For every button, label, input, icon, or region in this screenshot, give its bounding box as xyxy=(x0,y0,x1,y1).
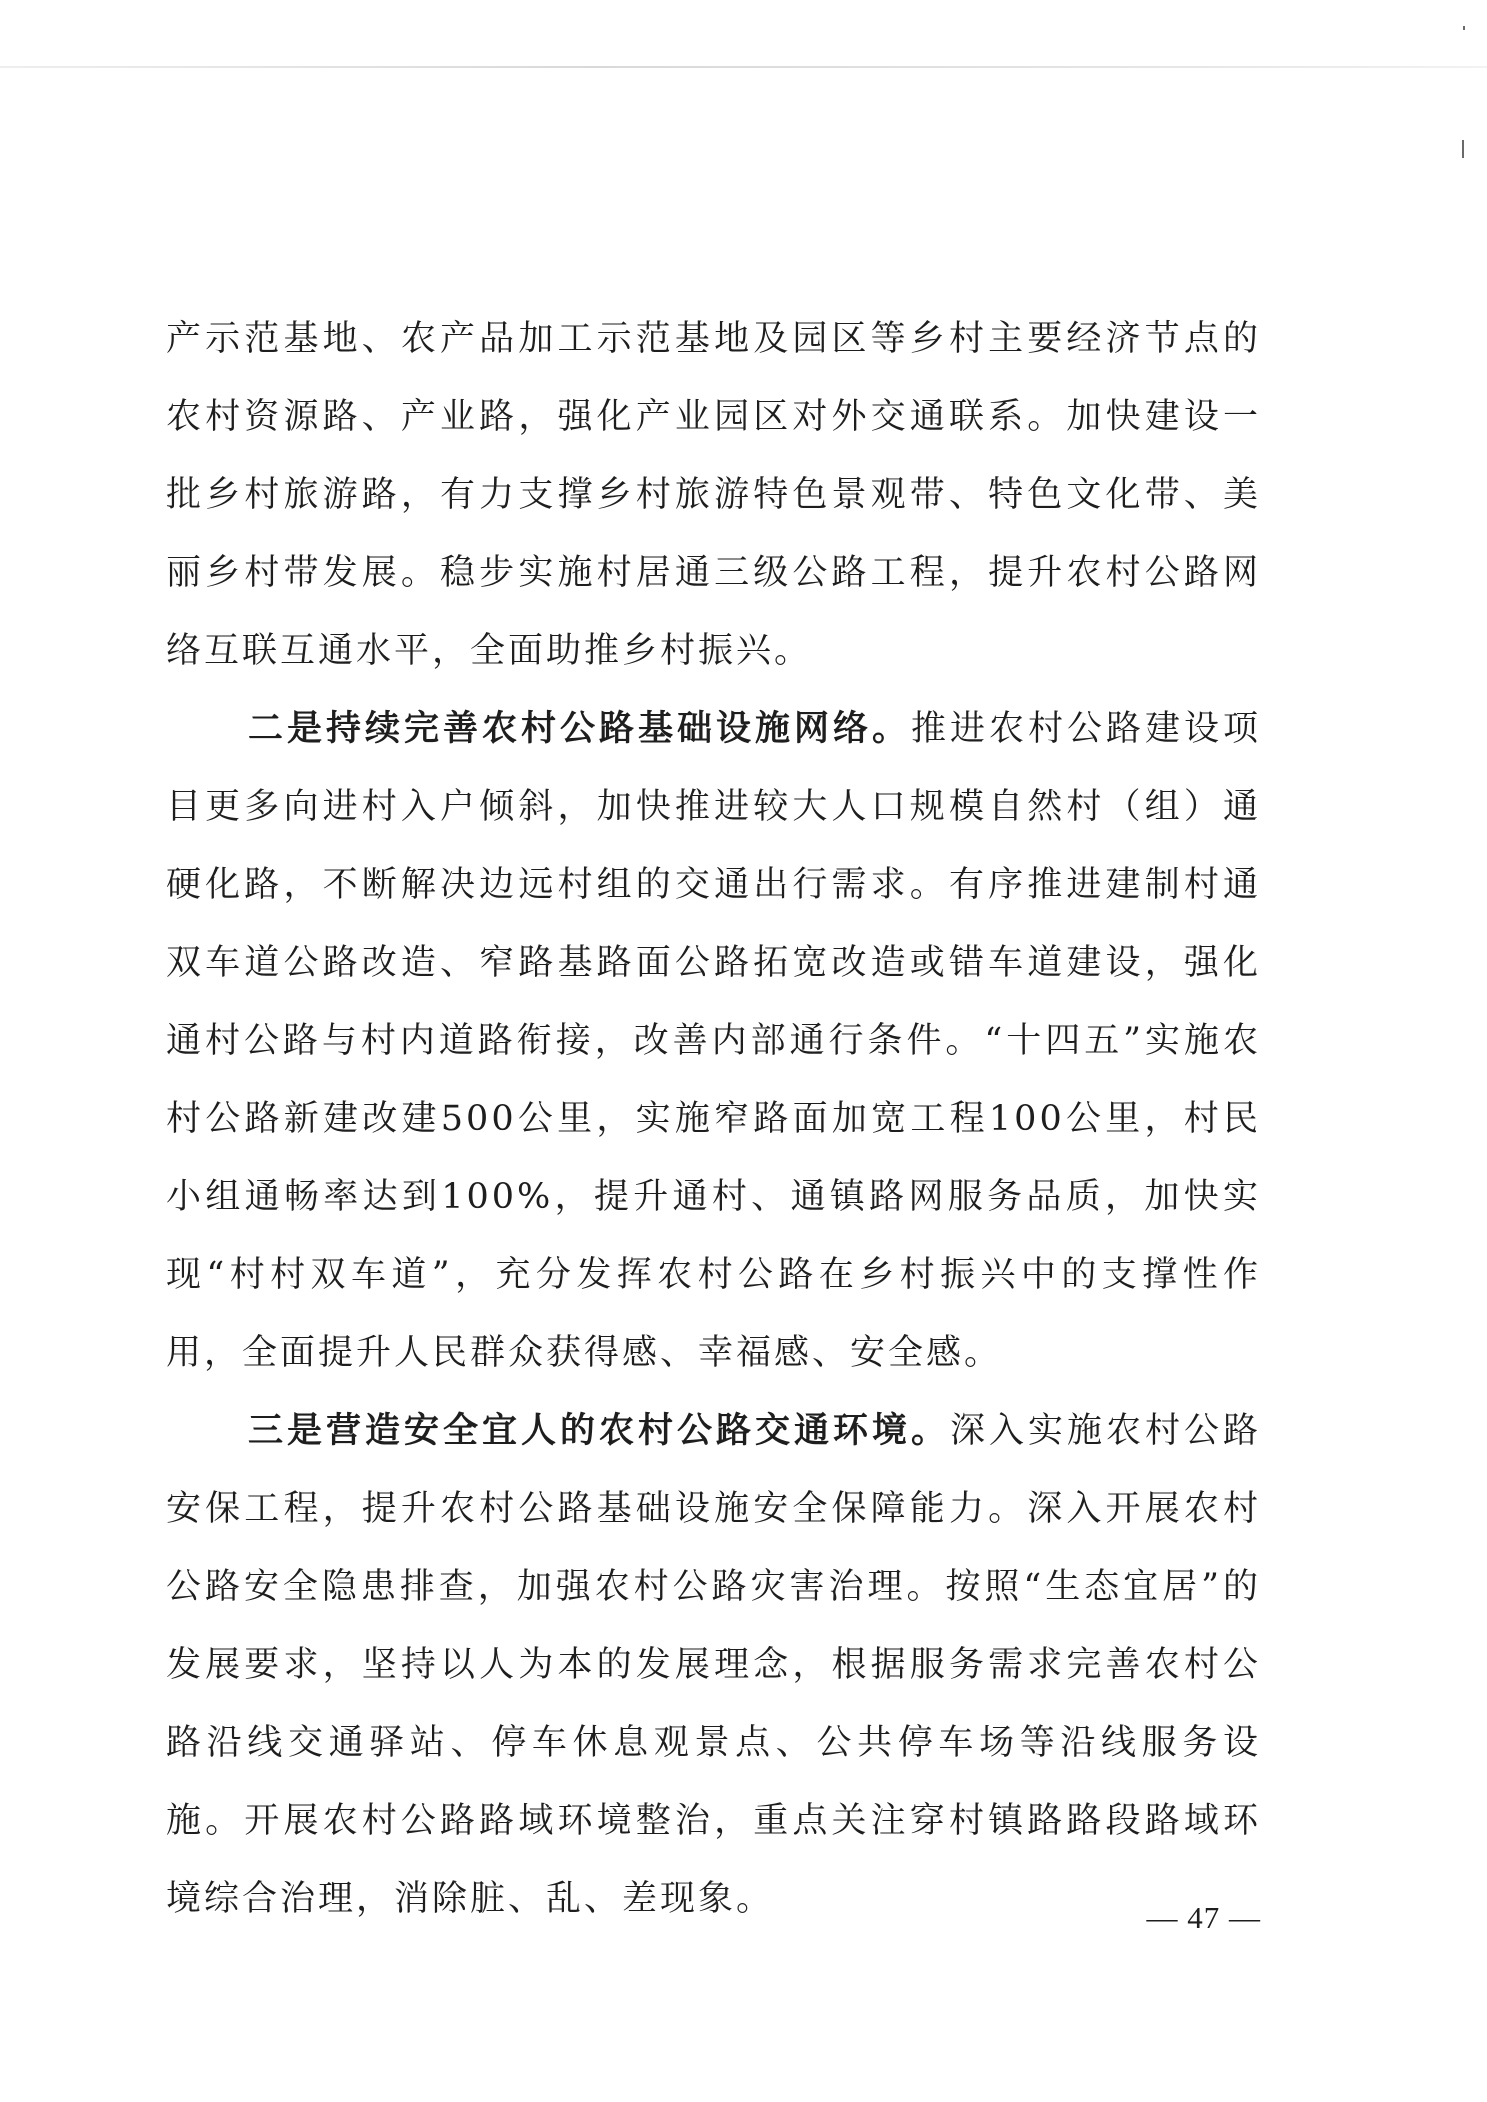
paragraph-heading: 三是营造安全宜人的农村公路交通环境。 xyxy=(248,1410,950,1451)
document-body xyxy=(166,300,1261,1938)
paragraph-text: 推进农村公路建设项目更多向进村入户倾斜，加快推进较大人口规模自然村（组）通硬化路，不断解决边远村组的交通出行需求。有序推进建制村通双车道公路改造、窄路基路面公路拓宽改造或错车道建设，强化通村公路与村内道路衔接，改善内部通行条件。“十四五”实施农村公路新建改建500公里，实施窄路面加宽工程100公里，村民小组通畅率达到100%，提升通村、通镇路网服务品质，加快实现“村村双车道”，充分发挥农村公路在乡村振兴中的支撑性作用，全面提升人民群众获得感、幸福感、安全感。 xyxy=(166,709,1261,1373)
paragraph-text: 深入实施农村公路安保工程，提升农村公路基础设施安全保障能力。深入开展农村公路安全隐患排查，加强农村公路灾害治理。按照“生态宜居”的发展要求，坚持以人为本的发展理念，根据服务需求完善农村公路沿线交通驿站、停车休息观景点、公共停车场等沿线服务设施。开展农村公路路域环境整治，重点关注穿村镇路路段路域环境综合治理，消除脏、乱、差现象。 xyxy=(166,1411,1261,1919)
paragraph-text: 产示范基地、农产品加工示范基地及园区等乡村主要经济节点的农村资源路、产业路，强化产业园区对外交通联系。加快建设一批乡村旅游路，有力支撑乡村旅游特色景观带、特色文化带、美丽乡村带发展。稳步实施村居通三级公路工程，提升农村公路网络互联互通水平，全面助推乡村振兴。 xyxy=(166,319,1261,671)
scan-top-edge xyxy=(0,66,1487,68)
page-number: — 47 — xyxy=(1146,1900,1261,1935)
scan-speck xyxy=(1462,140,1464,158)
paragraph-safety-environment xyxy=(166,1392,1261,1938)
paragraph-road-network xyxy=(166,690,1261,1392)
scan-speck xyxy=(1463,26,1465,30)
paragraph-heading: 二是持续完善农村公路基础设施网络。 xyxy=(248,708,911,749)
paragraph-continuation xyxy=(166,300,1261,690)
